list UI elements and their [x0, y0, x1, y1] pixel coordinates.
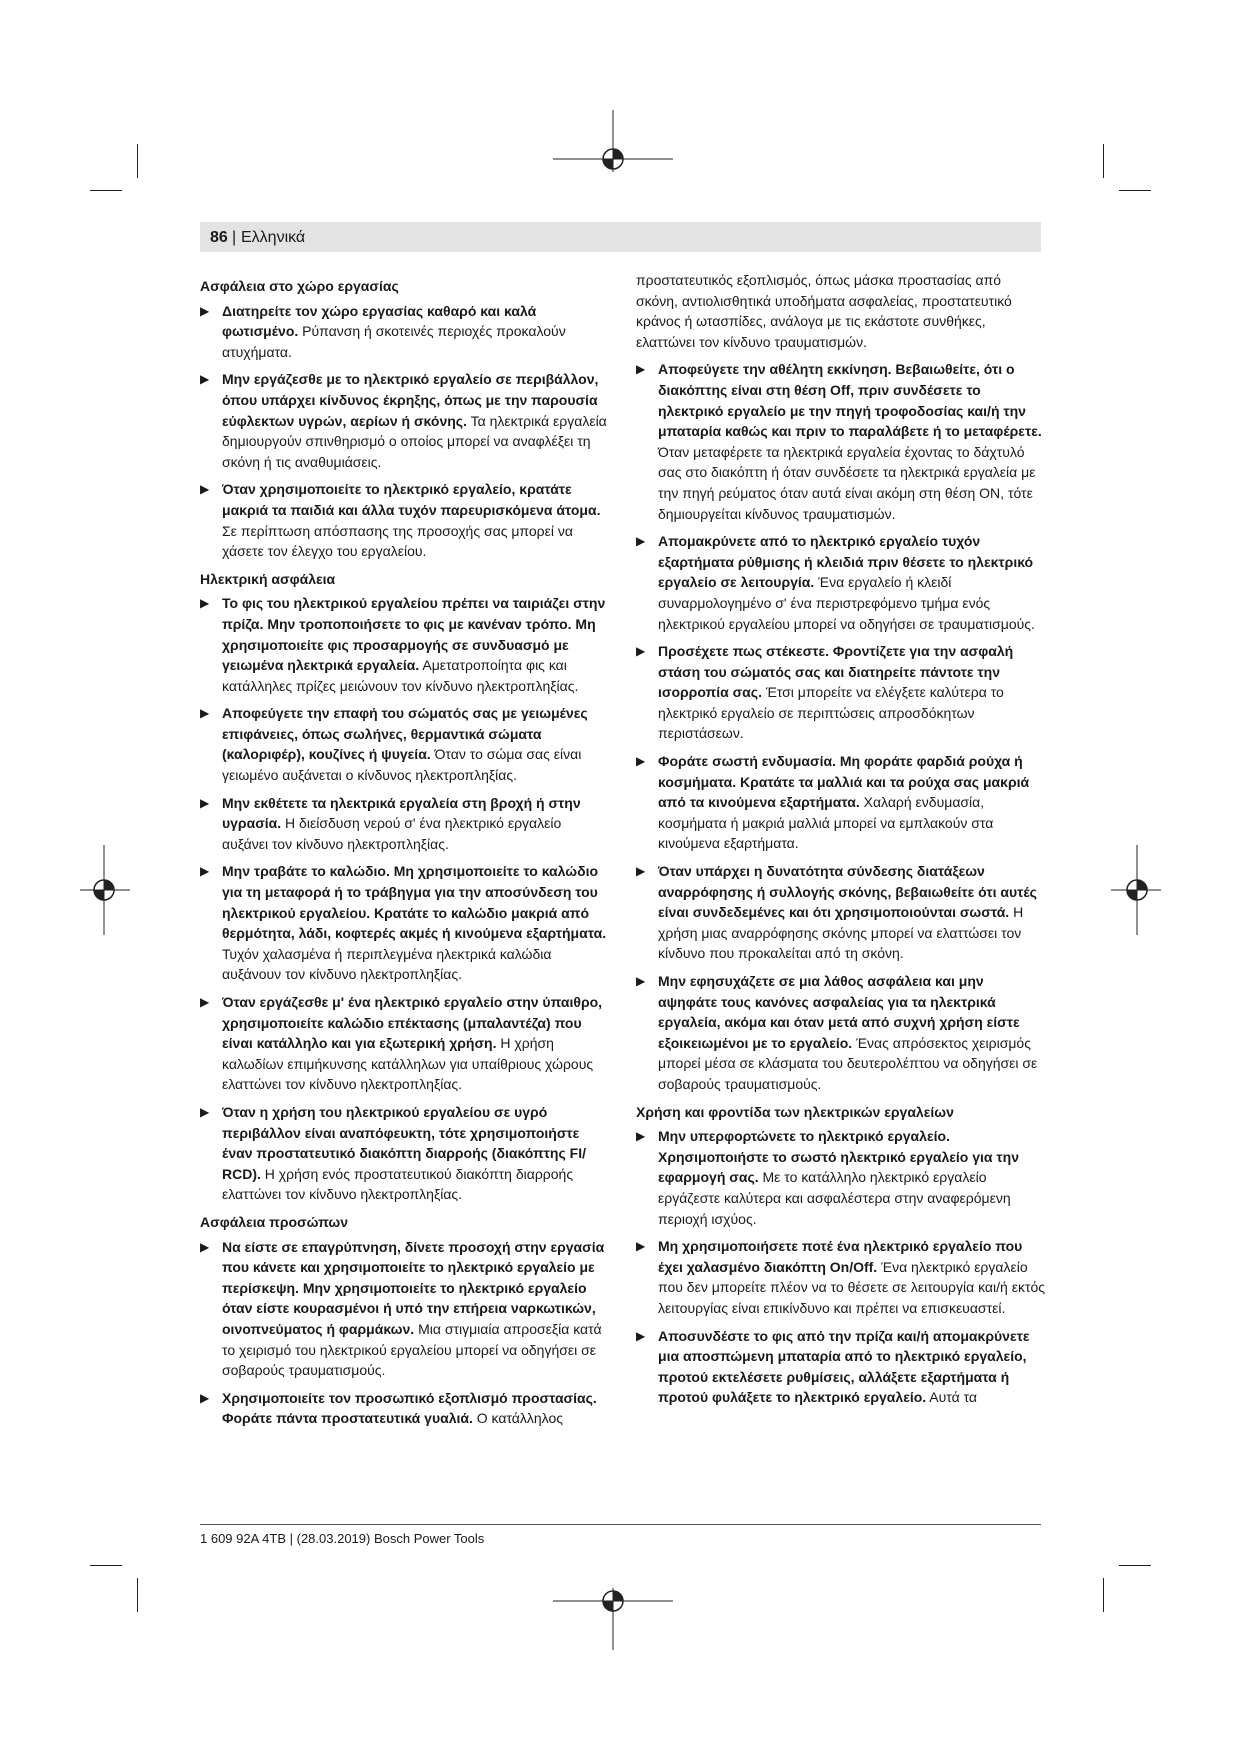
instruction-explanation: Με το κατάλληλο ηλεκτρικό εργαλείο εργάζεστε καλύτερα και ασφαλέστερα στην αναφερόμενη περιοχή ισχύος. — [658, 1169, 1011, 1227]
crop-mark — [1119, 190, 1151, 191]
instruction-emphasis: Αποφεύγετε την αθέλητη εκκίνηση. Βεβαιωθείτε, ότι ο διακόπτης είναι στη θέση Off, πριν συνδέσετε το ηλεκτρικό εργαλείο με την πηγή τροφοδοσίας και/ή την μπαταρία καθώς και πριν το παραλάβετε ή το μεταφέρετε. — [658, 361, 1042, 440]
section-heading: Ηλεκτρική ασφάλεια — [200, 570, 336, 587]
instruction-explanation: Τα ηλεκτρικά εργαλεία δημιουργούν σπινθηρισμό ο οποίος μπορεί να αναφλέξει τη σκόνη ή τις αναθυμιάσεις. — [222, 412, 607, 470]
instruction-explanation: Χαλαρή ενδυμασία, κοσμήματα ή μακριά μαλλιά μπορεί να εμπλακούν στα κινούμενα εξαρτήματα. — [658, 794, 994, 852]
instruction-explanation: Ένας απρόσεκτος χειρισμός μπορεί μέσα σε κλάσματα του δευτερολέπτου να οδηγήσει σε σοβαρούς τραυματισμούς. — [658, 1034, 1038, 1092]
instruction-emphasis: Μην τραβάτε το καλώδιο. Μη χρησιμοποιείτε το καλώδιο για τη μεταφορά ή το τράβηγμα για την αποσύνδεση του ηλεκτρικού εργαλείου. Κρατάτε το καλώδιο μακριά από θερμότητα, λάδι, κοφτερές ακμές ή κινούμενα εξαρτήματα. — [222, 863, 607, 942]
safety-instruction — [200, 861, 610, 985]
instruction-emphasis: Χρησιμοποιείτε τον προσωπικό εξοπλισμό προστασίας. Φοράτε πάντα προστατευτικά γυαλιά. — [222, 1389, 597, 1427]
section-heading: Ασφάλεια στο χώρο εργασίας — [200, 278, 399, 294]
instruction-emphasis: Μην εφησυχάζετε σε μια λάθος ασφάλεια και μην αψηφάτε τους κανόνες ασφαλείας για τα ηλεκτρικά εργαλεία, ακόμα και όταν μετά από συχνή χρήση είστε εξοικειωμένοι με το εργαλείο. — [658, 973, 1020, 1051]
instruction-emphasis: Αποσυνδέστε το φις από την πρίζα και/ή απομακρύνετε μια αποσπώμενη μπαταρία από το ηλεκτρικό εργαλείο, προτού εκτελέσετε ρυθμίσεις, αλλάξετε εξαρτήματα ή προτού φυλάξετε το ηλεκτρικό εργαλείο. — [658, 1327, 1030, 1406]
section-heading: Ασφάλεια προσώπων — [200, 1213, 349, 1230]
safety-instruction — [200, 301, 610, 363]
page-number: 86 — [210, 229, 228, 246]
bullet-arrow-icon: ▶ — [636, 974, 646, 988]
bullet-arrow-icon: ▶ — [200, 1239, 210, 1254]
section-heading: Χρήση και φροντίδα των ηλεκτρικών εργαλείων — [636, 1103, 954, 1120]
safety-instruction — [636, 751, 1046, 854]
instruction-emphasis: Μην εκθέτετε τα ηλεκτρικά εργαλεία στη βροχή ή στην υγρασία. — [222, 794, 581, 832]
bullet-arrow-icon: ▶ — [200, 864, 210, 879]
instruction-explanation: Ένα ηλεκτρικό εργαλείο που δεν μπορείτε πλέον να το θέσετε σε λειτουργία και/ή εκτός λειτουργίας είναι επικίνδυνο και πρέπει να επισκευαστεί. — [658, 1258, 1046, 1316]
bullet-arrow-icon: ▶ — [636, 864, 646, 879]
safety-instruction — [636, 1236, 1046, 1318]
instruction-emphasis: Αποφεύγετε την επαφή του σώματός σας με γειωμένες επιφάνειες, όπως σωλήνες, θερμαντικά σώματα (καλοριφέρ), κουζίνες ή ψυγεία. — [222, 705, 588, 763]
page-header-bar — [200, 222, 1041, 252]
instruction-emphasis: Μην υπερφορτώνετε το ηλεκτρικό εργαλείο. Χρησιμοποιήστε το σωστό ηλεκτρικό εργαλείο για την εφαρμογή σας. — [658, 1128, 1019, 1186]
instruction-emphasis: Απομακρύνετε από το ηλεκτρικό εργαλείο τυχόν εξαρτήματα ρύθμισης ή κλειδιά πριν θέσετε το ηλεκτρικό εργαλείο σε λειτουργία. — [658, 533, 1034, 591]
instruction-explanation: Ένα εργαλείο ή κλειδί συναρμολογημένο σ' ένα περιστρεφόμενο τμήμα ενός ηλεκτρικού εργαλείου μπορεί να οδηγήσει σε τραυματισμούς. — [658, 574, 1035, 632]
instruction-emphasis: Το φις του ηλεκτρικού εργαλείου πρέπει να ταιριάζει στην πρίζα. Μην τροποποιήσετε το φις με κανέναν τρόπο. Μη χρησιμοποιείτε φις προσαρμογής σε συνδυασμό με γειωμένα ηλεκτρικά εργαλεία. — [222, 595, 606, 674]
instruction-emphasis: Όταν υπάρχει η δυνατότητα σύνδεσης διατάξεων αναρρόφησης ή συλλογής σκόνης, βεβαιωθείτε ότι αυτές είναι συνδεδεμένες και ότι χρησιμοποιούνται σωστά. — [658, 863, 1037, 921]
safety-instruction — [200, 593, 610, 696]
registration-mark-icon — [80, 845, 130, 935]
instruction-emphasis: Φοράτε σωστή ενδυμασία. Μη φοράτε φαρδιά ρούχα ή κοσμήματα. Κρατάτε τα μαλλιά και τα ρούχα σας μακριά από τα κινούμενα εξαρτήματα. — [658, 753, 1030, 811]
continued-text — [636, 270, 1046, 352]
bullet-arrow-icon: ▶ — [200, 303, 210, 318]
crop-mark — [1103, 144, 1104, 178]
bullet-arrow-icon: ▶ — [636, 534, 646, 549]
instruction-explanation: Έτσι μπορείτε να ελέγξετε καλύτερα το ηλεκτρικό εργαλείο σε περιπτώσεις απροσδόκητων περιστάσεων. — [658, 684, 1004, 742]
bullet-arrow-icon: ▶ — [200, 995, 210, 1009]
crop-mark — [137, 1578, 138, 1612]
safety-instruction — [636, 531, 1046, 634]
bullet-arrow-icon: ▶ — [636, 1239, 646, 1254]
safety-instruction — [200, 793, 610, 855]
instruction-explanation: Όταν μεταφέρετε τα ηλεκτρικά εργαλεία έχοντας το δάχτυλό σας στο διακόπτη ή όταν συνδέσετε τα ηλεκτρικά εργαλεία με την πηγή ρεύματος όταν αυτά είναι ακόμη στη θέση ON, τότε δημιουργείται κίνδυνος τραυματισμών. — [658, 443, 1036, 522]
safety-instruction — [200, 1388, 610, 1429]
bullet-arrow-icon: ▶ — [636, 1129, 646, 1144]
registration-mark-icon — [1111, 845, 1161, 935]
safety-instruction — [636, 1126, 1046, 1229]
safety-instruction — [636, 971, 1046, 1095]
instruction-emphasis: Όταν η χρήση του ηλεκτρικού εργαλείου σε υγρό περιβάλλον είναι αναπόφευκτη, τότε χρησιμοποιήστε έναν προστατευτικό διακόπτη διαρροής (διακόπτης FI/ RCD). — [222, 1103, 586, 1182]
bullet-arrow-icon: ▶ — [200, 795, 210, 810]
bullet-arrow-icon: ▶ — [200, 482, 210, 497]
header-separator: | — [232, 229, 237, 246]
instruction-explanation: Η χρήση μιας αναρρόφησης σκόνης μπορεί να ελαττώσει τον κίνδυνο που προκαλείται από τη σκόνη. — [658, 904, 1024, 962]
safety-instruction — [636, 1326, 1046, 1408]
bullet-arrow-icon: ▶ — [636, 644, 646, 659]
safety-instruction — [636, 359, 1046, 524]
instruction-explanation: Σε περίπτωση απόσπασης της προσοχής σας μπορεί να χάσετε τον έλεγχο του εργαλείου. — [222, 522, 573, 560]
safety-instruction — [200, 1237, 610, 1381]
crop-mark — [137, 144, 138, 178]
bullet-arrow-icon: ▶ — [200, 1104, 210, 1119]
instruction-emphasis: Διατηρείτε τον χώρο εργασίας καθαρό και καλά φωτισμένο. — [222, 302, 537, 340]
safety-instruction — [200, 479, 610, 561]
safety-instruction — [200, 992, 610, 1095]
footer-text: 1 609 92A 4TB | (28.03.2019) Bosch Power Tools — [200, 1531, 485, 1546]
instruction-explanation: Η διείσδυση νερού σ' ένα ηλεκτρικό εργαλείο αυξάνει τον κίνδυνο ηλεκτροπληξίας. — [222, 815, 562, 852]
safety-instruction — [636, 861, 1046, 964]
instruction-explanation: Όταν το σώμα σας είναι γειωμένο αυξάνεται ο κίνδυνος ηλεκτροπληξίας. — [222, 746, 582, 784]
instruction-emphasis: Να είστε σε επαγρύπνηση, δίνετε προσοχή στην εργασία που κάνετε και χρησιμοποιείτε το ηλεκτρικό εργαλείο με περίσκεψη. Μην χρησιμοποιείτε το ηλεκτρικό εργαλείο όταν είστε κουρασμένοι ή υπό την επήρεια ναρκωτικών, οινοπνεύματος ή φαρμάκων. — [222, 1238, 605, 1337]
bullet-arrow-icon: ▶ — [200, 1390, 210, 1405]
crop-mark — [1119, 1565, 1151, 1566]
left-column — [200, 270, 610, 1436]
instruction-emphasis: Όταν εργάζεσθε μ' ένα ηλεκτρικό εργαλείο στην ύπαιθρο, χρησιμοποιείτε καλώδιο επέκτασης (μπαλαντέζα) που είναι κατάλληλο και για εξωτερική χρήση. — [222, 994, 603, 1052]
bullet-arrow-icon: ▶ — [636, 754, 646, 769]
instruction-emphasis: Μην εργάζεσθε με το ηλεκτρικό εργαλείο σε περιβάλλον, όπου υπάρχει κίνδυνος έκρηξης, όπως με την παρουσία εύφλεκτων υγρών, αερίων ή σκόνης. — [222, 371, 599, 429]
instruction-explanation: Η χρήση καλωδίων επιμήκυνσης κατάλληλων για υπαίθριους χώρους ελαττώνει τον κίνδυνο ηλεκτροπληξίας. — [222, 1035, 594, 1093]
instruction-explanation: Μια στιγμιαία απροσεξία κατά το χειρισμό του ηλεκτρικού εργαλείου μπορεί να οδηγήσει σε σοβαρούς τραυματισμούς. — [222, 1320, 602, 1379]
safety-instruction — [636, 641, 1046, 744]
crop-mark — [1103, 1578, 1104, 1612]
instruction-emphasis: Όταν χρησιμοποιείτε το ηλεκτρικό εργαλείο, κρατάτε μακριά τα παιδιά και άλλα τυχόν παρευρισκόμενα άτομα. — [222, 481, 601, 518]
bullet-arrow-icon: ▶ — [200, 706, 210, 721]
registration-mark-icon — [553, 1570, 673, 1650]
instruction-explanation: προστατευτικός εξοπλισμός, όπως μάσκα προστασίας από σκόνη, αντιολισθητικά υποδήματα ασφαλείας, προστατευτικό κράνος ή ωτασπίδες, ανάλογα με τις εκάστοτε συνθήκες, ελαττώνει τον κίνδυνο τραυματισμών. — [636, 272, 1012, 350]
right-column — [636, 270, 1046, 1415]
safety-instruction — [200, 703, 610, 785]
instruction-emphasis: Μη χρησιμοποιήσετε ποτέ ένα ηλεκτρικό εργαλείο που έχει χαλασμένο διακόπτη On/Off. — [658, 1238, 1023, 1275]
registration-mark-icon — [553, 110, 673, 190]
bullet-arrow-icon: ▶ — [636, 1328, 646, 1343]
instruction-explanation: Αυτά τα — [926, 1389, 978, 1406]
instruction-emphasis: Προσέχετε πως στέκεστε. Φροντίζετε για την ασφαλή στάση του σώματός σας και διατηρείτε πάντοτε την ισορροπία σας. — [658, 643, 1014, 701]
language-label: Ελληνικά — [241, 229, 306, 246]
instruction-explanation: Η χρήση ενός προστατευτικού διακόπτη διαρροής ελαττώνει τον κίνδυνο ηλεκτροπληξίας. — [222, 1165, 574, 1203]
bullet-arrow-icon: ▶ — [200, 372, 210, 387]
instruction-explanation: Αμετατροποίητα φις και κατάλληλες πρίζες μειώνουν τον κίνδυνο ηλεκτροπληξίας. — [222, 657, 579, 694]
instruction-explanation: Τυχόν χαλασμένα ή περιπλεγμένα ηλεκτρικά καλώδια αυξάνουν τον κίνδυνο ηλεκτροπληξίας. — [222, 945, 552, 983]
crop-mark — [90, 1565, 122, 1566]
safety-instruction — [200, 1102, 610, 1205]
bullet-arrow-icon: ▶ — [200, 596, 210, 611]
instruction-explanation: Ρύπανση ή σκοτεινές περιοχές προκαλούν ατυχήματα. — [222, 323, 566, 360]
bullet-arrow-icon: ▶ — [636, 362, 646, 377]
footer-divider — [200, 1524, 1041, 1525]
safety-instruction — [200, 369, 610, 472]
instruction-explanation: Ο κατάλληλος — [472, 1410, 563, 1427]
crop-mark — [90, 190, 122, 191]
